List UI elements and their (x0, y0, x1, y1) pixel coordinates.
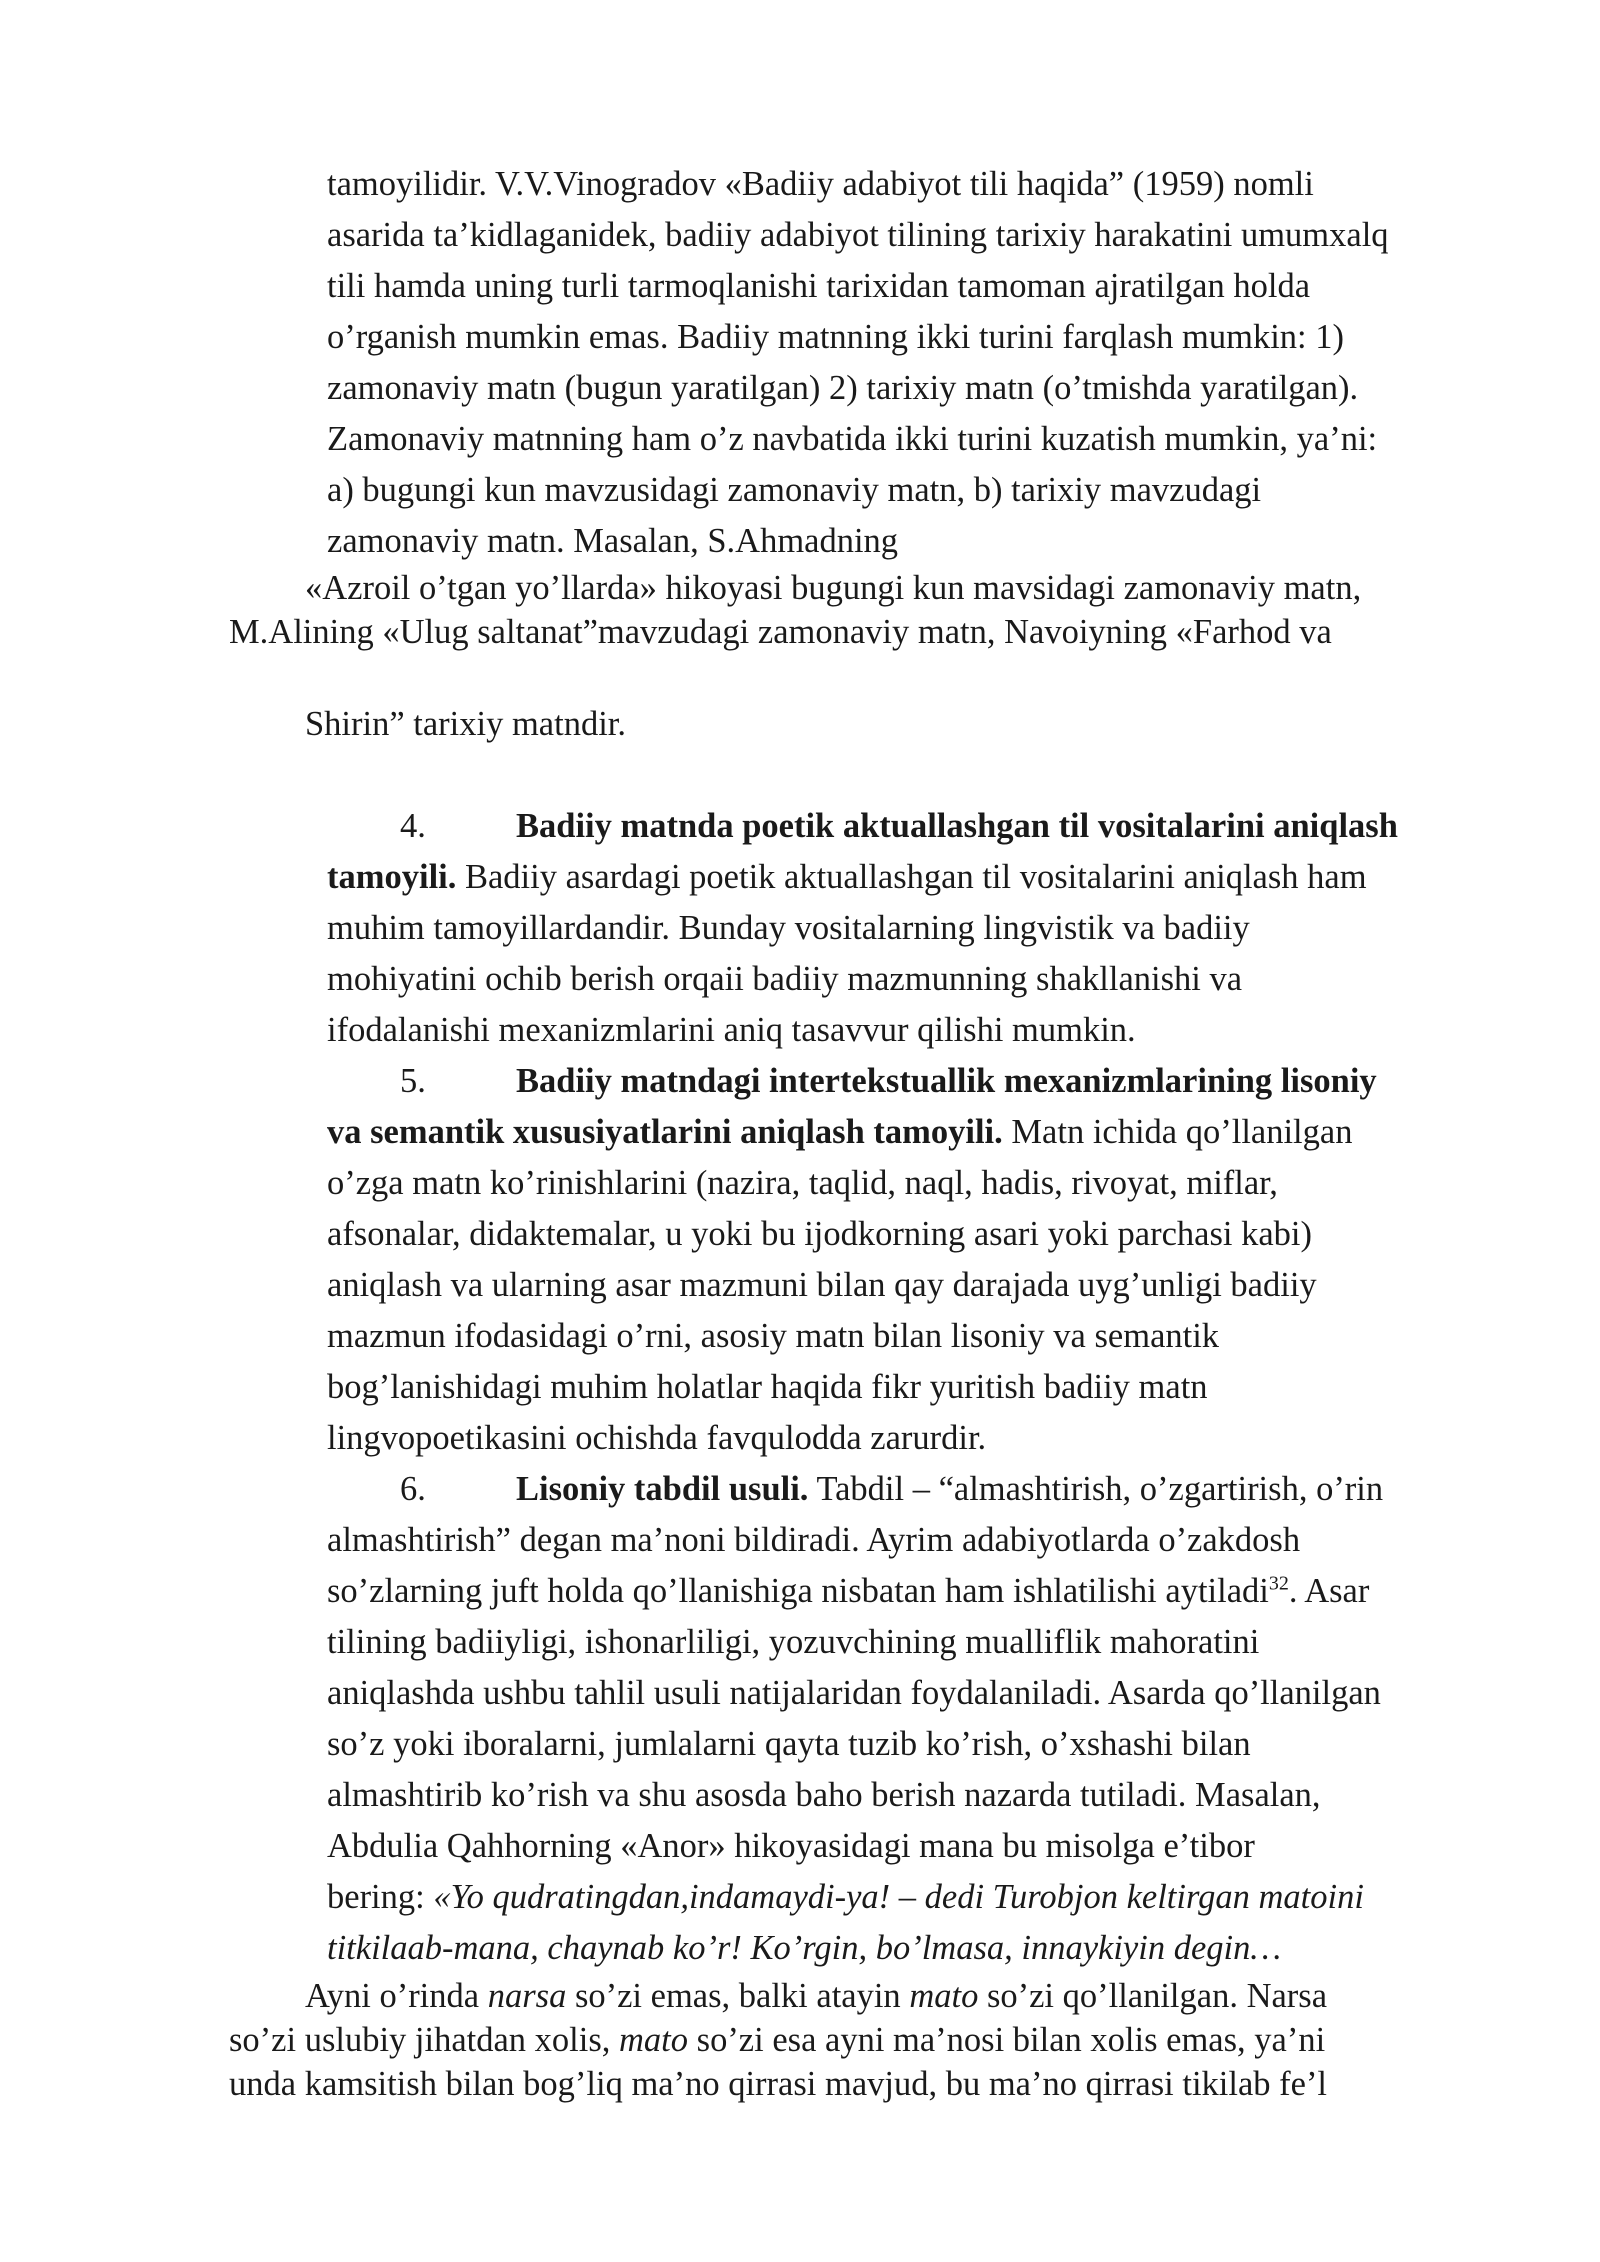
text-line (327, 1877, 1364, 1917)
text-line: almashtirish” degan ma’noni bildiradi. Ayrim adabiyotlarda o’zakdosh (327, 1521, 1301, 1559)
text-line (327, 857, 1367, 897)
text-span: . Asar (1288, 1572, 1370, 1610)
text-line: Shirin” tarixiy matndir. (305, 705, 626, 743)
text-line: aniqlashda ushbu tahlil usuli natijalaridan foydalaniladi. Asarda qo’llanilgan (327, 1674, 1381, 1712)
text-line: aniqlash va ularning asar mazmuni bilan qay darajada uyg’unligi badiiy (327, 1266, 1317, 1304)
text-line: tilining badiiyligi, ishonarliligi, yozuvchining mualliflik mahoratini (327, 1623, 1260, 1661)
text-span: so’zi uslubiy jihatdan xolis, (229, 2021, 620, 2059)
text-line: M.Alining «Ulug saltanat”mavzudagi zamonaviy matn, Navoiyning «Farhod va (229, 613, 1332, 651)
text-line (305, 1976, 1327, 2016)
text-line: asarida ta’kidlaganidek, badiiy adabiyot tilining tarixiy harakatini umumxalq (327, 216, 1389, 254)
section-heading: Badiiy matnda poetik aktuallashgan til vositalarini aniqlash (516, 807, 1398, 845)
text-span: Badiiy asardagi poetik aktuallashgan til vositalarini aniqlash ham (456, 858, 1367, 896)
section-heading-cont: tamoyili. (327, 858, 457, 896)
footnote-marker: 32 (1268, 1572, 1289, 1595)
text-line: unda kamsitish bilan bog’liq ma’no qirrasi mavjud, bu ma’no qirrasi tikilab fe’l (229, 2065, 1328, 2103)
text-line: almashtirib ko’rish va shu asosda baho berish nazarda tutiladi. Masalan, (327, 1776, 1321, 1814)
list-number: 4. (400, 807, 426, 845)
text-line: ifodalanishi mexanizmlarini aniq tasavvur qilishi mumkin. (327, 1011, 1136, 1049)
quote-text: «Yo qudratingdan,indamaydi-ya! – dedi Turobjon keltirgan matoini (433, 1878, 1364, 1916)
text-line: zamonaviy matn (bugun yaratilgan) 2) tarixiy matn (o’tmishda yaratilgan). (327, 369, 1359, 407)
list-number: 6. (400, 1470, 426, 1508)
text-line (516, 1469, 1383, 1509)
text-line (229, 2020, 1325, 2060)
text-line: bog’lanishidagi muhim holatlar haqida fikr yuritish badiiy matn (327, 1368, 1208, 1406)
text-line: a) bugungi kun mavzusidagi zamonaviy matn, b) tarixiy mavzudagi (327, 471, 1262, 509)
italic-word: mato (619, 2021, 689, 2059)
text-line: so’z yoki iboralarni, jumlalarni qayta tuzib ko’rish, o’xshashi bilan (327, 1725, 1251, 1763)
text-line (327, 1112, 1352, 1152)
text-line: o’zga matn ko’rinishlarini (nazira, taqlid, naql, hadis, rivoyat, miflar, (327, 1164, 1278, 1202)
section-heading: Lisoniy tabdil usuli. (516, 1470, 809, 1508)
text-span: Tabdil – “almashtirish, o’zgartirish, o’rin (808, 1470, 1384, 1508)
text-span: so’zi esa ayni ma’nosi bilan xolis emas, ya’ni (688, 2021, 1326, 2059)
text-line: tili hamda uning turli tarmoqlanishi tarixidan tamoman ajratilgan holda (327, 267, 1311, 305)
italic-word: narsa (487, 1977, 567, 2015)
text-line: zamonaviy matn. Masalan, S.Ahmadning (327, 522, 899, 560)
text-line: Zamonaviy matnning ham o’z navbatida ikki turini kuzatish mumkin, ya’ni: (327, 420, 1378, 458)
section-heading-cont: va semantik xususiyatlarini aniqlash tamoyili. (327, 1113, 1003, 1151)
text-span: Ayni o’rinda (305, 1977, 488, 2015)
text-line (327, 1571, 1369, 1611)
italic-word: mato (909, 1977, 979, 2015)
text-line: tamoyilidir. V.V.Vinogradov «Badiiy adabiyot tili haqida” (1959) nomli (327, 165, 1314, 203)
text-span: bering: (327, 1878, 434, 1916)
text-span: so’zlarning juft holda qo’llanishiga nisbatan ham ishlatilishi aytiladi (327, 1572, 1269, 1610)
text-line: «Azroil o’tgan yo’llarda» hikoyasi bugungi kun mavsidagi zamonaviy matn, (305, 569, 1362, 607)
text-line: mohiyatini ochib berish orqaii badiiy mazmunning shakllanishi va (327, 960, 1243, 998)
text-line: lingvopoetikasini ochishda favqulodda zarurdir. (327, 1419, 987, 1457)
text-line: o’rganish mumkin emas. Badiiy matnning ikki turini farqlash mumkin: 1) (327, 318, 1344, 356)
text-span: so’zi qo’llanilgan. Narsa (978, 1977, 1328, 2015)
text-line: afsonalar, didaktemalar, u yoki bu ijodkorning asari yoki parchasi kabi) (327, 1215, 1312, 1253)
text-line: Abdulia Qahhorning «Anor» hikoyasidagi mana bu misolga e’tibor (327, 1827, 1255, 1865)
text-span: so’zi emas, balki atayin (566, 1977, 910, 2015)
text-line: mazmun ifodasidagi o’rni, asosiy matn bilan lisoniy va semantik (327, 1317, 1220, 1355)
text-span: Matn ichida qo’llanilgan (1002, 1113, 1353, 1151)
list-number: 5. (400, 1062, 426, 1100)
text-line: muhim tamoyillardandir. Bunday vositalarning lingvistik va badiiy (327, 909, 1250, 947)
quote-text: titkilaab-mana, chaynab ko’r! Ko’rgin, bo’lmasa, innaykiyin degin… (327, 1929, 1282, 1967)
section-heading: Badiiy matndagi intertekstuallik mexanizmlarining lisoniy (516, 1062, 1377, 1100)
